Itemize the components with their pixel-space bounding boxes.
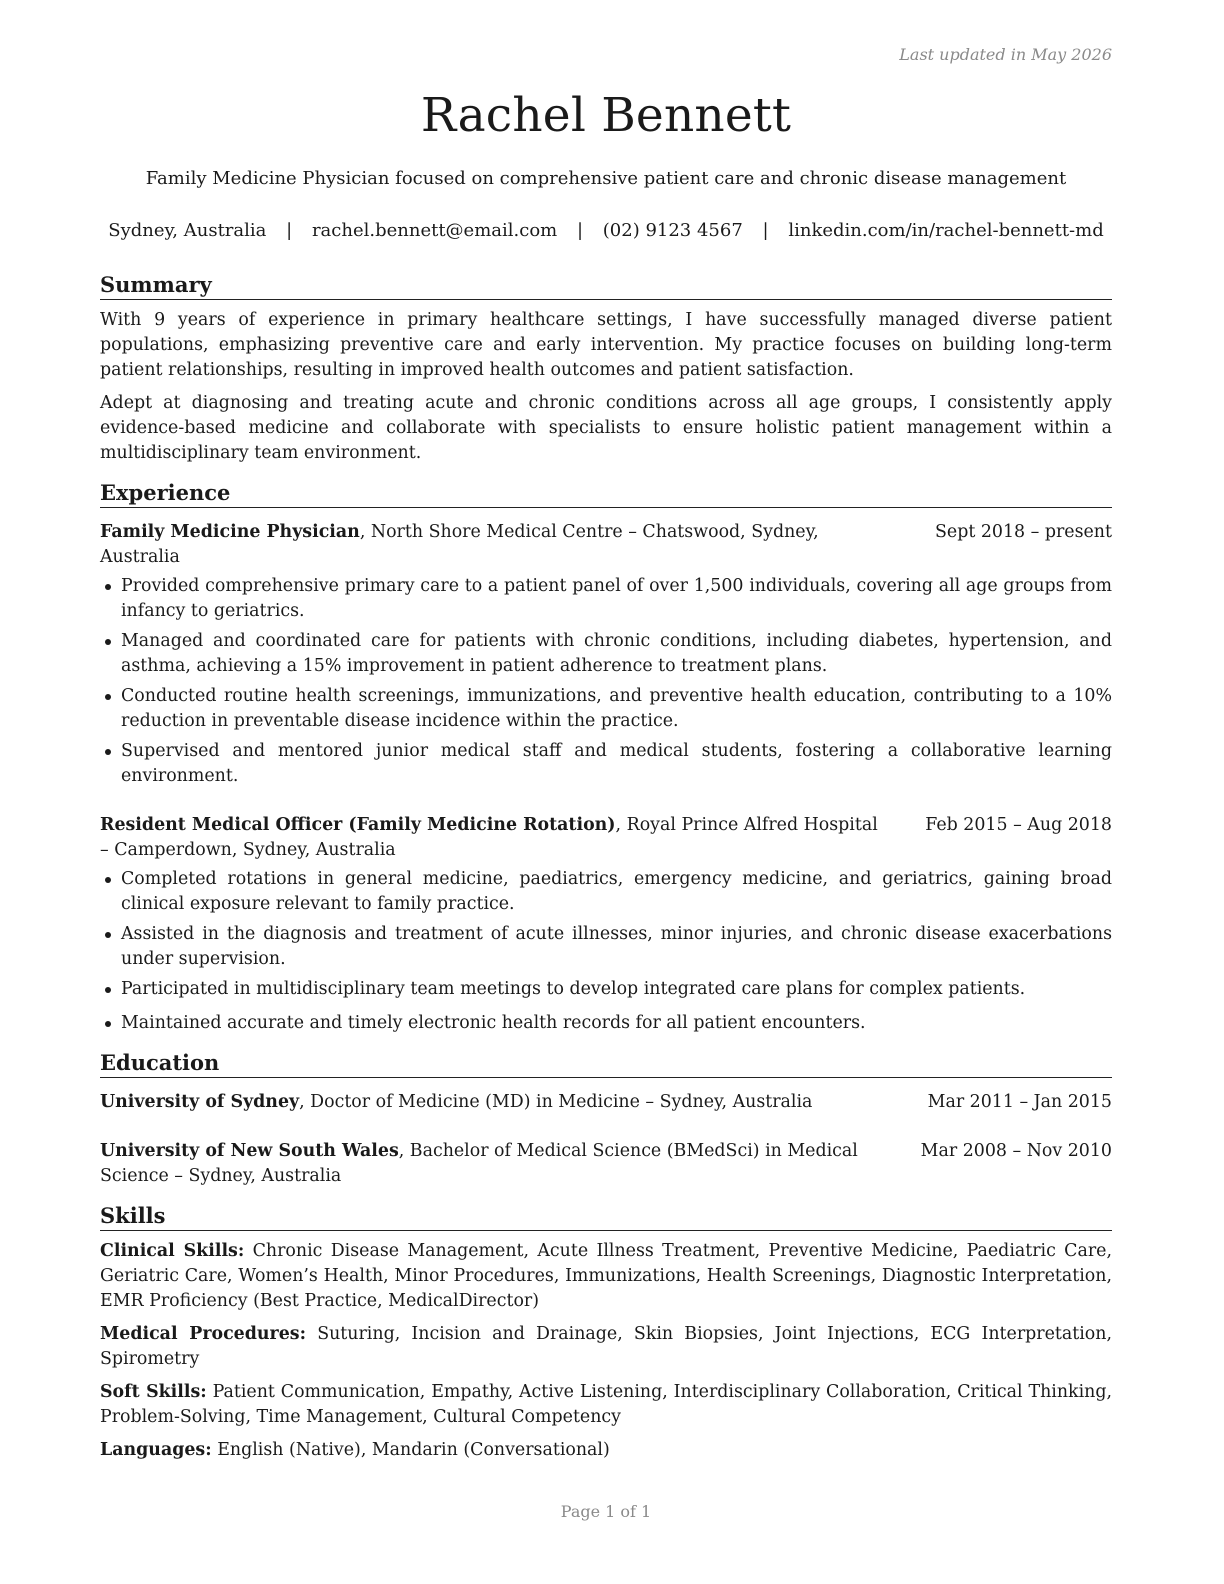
skill-group (100, 1438, 1112, 1463)
contact-location: Sydney, Australia (108, 220, 267, 241)
skill-label: Medical Procedures: (100, 1324, 306, 1344)
contact-separator: | (286, 220, 293, 241)
entry-header (100, 1090, 1112, 1115)
contact-separator: | (576, 220, 584, 241)
education-section (100, 1050, 1112, 1189)
contact-phone[interactable]: (02) 9123 4567 (602, 220, 743, 241)
bullet-list (100, 867, 1112, 1036)
last-updated: Last updated in May 2026 (899, 45, 1112, 64)
skill-label: Languages: (100, 1440, 212, 1460)
candidate-name: Rachel Bennett (420, 88, 792, 143)
bullet-item: Managed and coordinated care for patients with chronic conditions, including diabetes, hypertension, and asthma, achieving a 15% improvement in patient adherence to treatment plans. (100, 629, 1112, 679)
bullet-item: Provided comprehensive primary care to a patient panel of over 1,500 individuals, covering all age groups from infancy to geriatrics. (100, 574, 1112, 624)
skill-group (100, 1239, 1112, 1314)
job-dates: Sept 2018 – present (934, 522, 1112, 542)
entry-title (100, 1139, 921, 1189)
skill-list: English (Native), Mandarin (Conversational) (217, 1440, 610, 1460)
resume-page (100, 0, 1112, 1584)
summary-paragraph: With 9 years of experience in primary healthcare settings, I have successfully managed diverse patient populations, emphasizing preventive care and early intervention. My practice focuses on building long-term patient relationships, resulting in improved health outcomes and patient satisfaction. (100, 310, 1112, 380)
bullet-item: Maintained accurate and timely electronic health records for all patient encounters. (100, 1011, 1112, 1036)
skill-label: Clinical Skills: (100, 1241, 245, 1261)
school-name: University of New South Wales (100, 1141, 399, 1161)
skill-label: Soft Skills: (100, 1382, 207, 1402)
job-organization: , Royal Prince Alfred Hospital – Camperdown, Sydney, Australia (100, 815, 878, 860)
experience-entry (100, 520, 1112, 789)
skill-list: Chronic Disease Management, Acute Illness Treatment, Preventive Medicine, Paediatric Care, Geriatric Care, Women’s Health, Minor Procedures, Immunizations, Health Screenings, Diagnostic Interpretation, EMR Proficiency (Best Practice, MedicalDirector) (100, 1241, 1112, 1311)
education-entry (100, 1090, 1112, 1115)
resume-body (100, 272, 1112, 1463)
job-organization: , North Shore Medical Centre – Chatswood, Sydney, Australia (100, 522, 819, 567)
school-name: University of Sydney (100, 1092, 300, 1112)
skill-group (100, 1380, 1112, 1430)
entry-header (100, 520, 1112, 570)
entry-header (100, 1139, 1112, 1189)
bullet-item: Assisted in the diagnosis and treatment of acute illnesses, minor injuries, and chronic disease exacerbations under supervision. (100, 922, 1112, 972)
contact-linkedin[interactable]: linkedin.com/in/rachel-bennett-md (788, 220, 1104, 241)
education-dates: Mar 2011 – Jan 2015 (927, 1092, 1112, 1112)
contact-email[interactable]: rachel.bennett@email.com (311, 220, 558, 241)
bullet-item: Conducted routine health screenings, immunizations, and preventive health education, contributing to a 10% reduction in preventable disease incidence within the practice. (100, 684, 1112, 734)
contact-line (100, 220, 1112, 241)
experience-section (100, 480, 1112, 1036)
experience-entry (100, 813, 1112, 1036)
section-heading-education: Education (100, 1050, 1112, 1078)
bullet-item: Participated in multidisciplinary team meetings to develop integrated care plans for complex patients. (100, 977, 1112, 1002)
entry-title (100, 1090, 928, 1115)
degree-detail: , Doctor of Medicine (MD) in Medicine – Sydney, Australia (299, 1092, 813, 1112)
entry-header (100, 813, 1112, 863)
skills-section (100, 1203, 1112, 1463)
skill-list: Suturing, Incision and Drainage, Skin Biopsies, Joint Injections, ECG Interpretation, Spirometry (100, 1324, 1112, 1369)
education-dates: Mar 2008 – Nov 2010 (920, 1141, 1112, 1161)
skill-group (100, 1322, 1112, 1372)
section-heading-skills: Skills (100, 1203, 1112, 1231)
bullet-item: Supervised and mentored junior medical staff and medical students, fostering a collaborative learning environment. (100, 739, 1112, 789)
bullet-list (100, 574, 1112, 789)
section-heading-summary: Summary (100, 272, 1112, 300)
degree-detail: , Bachelor of Medical Science (BMedSci) in Medical Science – Sydney, Australia (100, 1141, 858, 1186)
job-dates: Feb 2015 – Aug 2018 (925, 815, 1112, 835)
education-entry (100, 1139, 1112, 1189)
job-role: Family Medicine Physician (100, 522, 360, 542)
skill-list: Patient Communication, Empathy, Active Listening, Interdisciplinary Collaboration, Critical Thinking, Problem-Solving, Time Management, Cultural Competency (100, 1382, 1112, 1427)
page-number: Page 1 of 1 (560, 1502, 652, 1521)
headline: Family Medicine Physician focused on comprehensive patient care and chronic disease management (145, 168, 1067, 189)
entry-title (100, 813, 925, 863)
contact-separator: | (762, 220, 769, 241)
section-heading-experience: Experience (100, 480, 1112, 508)
job-role: Resident Medical Officer (Family Medicine Rotation) (100, 815, 616, 835)
entry-title (100, 520, 935, 570)
summary-section (100, 272, 1112, 466)
summary-paragraph: Adept at diagnosing and treating acute and chronic conditions across all age groups, I consistently apply evidence-based medicine and collaborate with specialists to ensure holistic patient management within a multidisciplinary team environment. (100, 393, 1112, 463)
bullet-item: Completed rotations in general medicine, paediatrics, emergency medicine, and geriatrics, gaining broad clinical exposure relevant to family practice. (100, 867, 1112, 917)
